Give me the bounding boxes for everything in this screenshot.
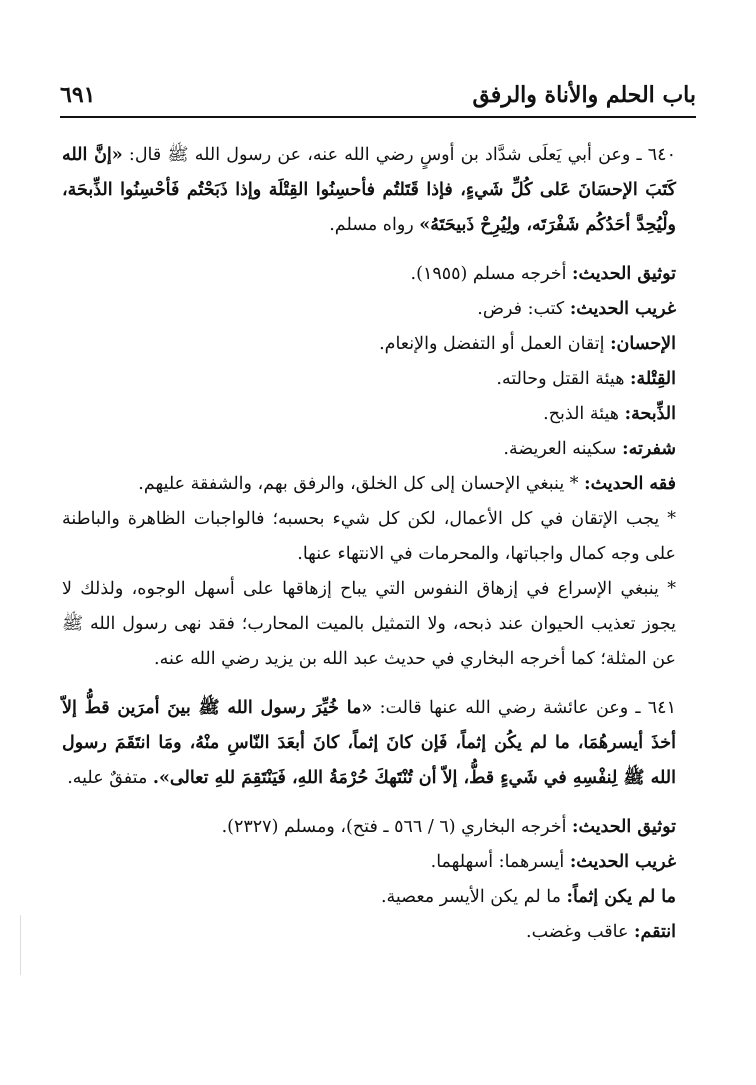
gharib-640 — [62, 292, 694, 327]
definition-term: الذِّبحة: — [624, 404, 676, 424]
definition-text: عاقب وغضب. — [526, 922, 629, 942]
definition-term: ما لم يكن إثماً: — [566, 887, 676, 907]
takhrij-text: أخرجه مسلم (١٩٥٥). — [410, 264, 567, 284]
hadith-640 — [62, 138, 694, 243]
gharib-label: غريب الحديث: — [569, 852, 676, 872]
fiqh-label: فقه الحديث: — [584, 474, 676, 494]
header-rule — [60, 116, 696, 118]
fiqh-point-text: * ينبغي الإحسان إلى كل الخلق، والرفق بهم، والشفقة عليهم. — [138, 474, 579, 494]
chapter-title: باب الحلم والأناة والرفق — [472, 82, 696, 108]
takhrij-label: توثيق الحديث: — [572, 264, 676, 284]
gharib-text: أيسرهما: أسهلهما. — [430, 852, 565, 872]
fiqh-point-text: * ينبغي الإسراع في إزهاق النفوس التي يباح إزهاقها على أسهل الوجوه، ولذلك لا يجوز تعذيب الحيوان عند ذبحه، ولا التمثيل بالميت المحارب؛ فقد نهى رسول الله ﷺ عن المثلة؛ كما أخرجه البخاري في حديث عبد الله بن يزيد رضي الله عنه. — [62, 579, 676, 669]
fiqh-640-point — [62, 467, 694, 502]
definition-term: القِتْلة: — [630, 369, 676, 389]
page-header — [60, 74, 696, 108]
fiqh-640-point — [62, 572, 694, 677]
definition — [62, 397, 694, 432]
definition — [62, 362, 694, 397]
takhrij-641 — [62, 810, 694, 845]
definition-text: سكينه العريضة. — [503, 439, 617, 459]
definition-text: ما لم يكن الأيسر معصية. — [380, 887, 561, 907]
fiqh-point-text: * يجب الإتقان في كل الأعمال، لكن كل شيء بحسبه؛ فالواجبات الظاهرة والباطنة على وجه كمال واجباتها، والمحرمات في الانتهاء عنها. — [62, 509, 676, 564]
scan-margin-mark — [20, 915, 21, 975]
definition-term: شفرته: — [622, 439, 676, 459]
hadith-640-text: «إنَّ الله كَتَبَ الإحسَانَ عَلى كُلِّ شَيءٍ، فإذا قَتَلتُم فأحسِنُوا القِتْلَة وإذا ذَبَحْتُم فَأحْسِنُوا الذِّبحَة، ولْيُحِدَّ أحَدُكُم شَفْرَتَه، ولِيُرِحْ ذَبيحَتَهُ» — [62, 145, 676, 235]
definition — [62, 915, 694, 950]
page-body — [62, 138, 694, 950]
definition-term: انتقم: — [634, 922, 676, 942]
definition-text: هيئة القتل وحالته. — [496, 369, 625, 389]
hadith-641-text: «ما خُيِّرَ رسول الله ﷺ بينَ أمرَين قطُّ إلاّ أخذَ أيسرهُمَا، ما لم يكُن إثماً، فَإن كانَ إثماً، كانَ أبعَدَ النّاسِ منْهُ، ومَا انتَقَمَ رسول الله ﷺ لِنفْسِهِ في شَيءٍ قطُّ، إلاّ أن تُنْتَهكَ حُرْمَةُ اللهِ، فَيَنْتَقِمَ للهِ تعالى». — [62, 698, 676, 788]
definition — [62, 880, 694, 915]
hadith-641 — [62, 691, 694, 796]
gharib-641 — [62, 845, 694, 880]
definition — [62, 432, 694, 467]
takhrij-text: أخرجه البخاري (٦ / ٥٦٦ ـ فتح)، ومسلم (٢٣٢٧). — [221, 817, 567, 837]
definition-text: هيئة الذبح. — [543, 404, 620, 424]
gharib-label: غريب الحديث: — [569, 299, 676, 319]
page-number: ٦٩١ — [60, 82, 96, 108]
takhrij-640 — [62, 257, 694, 292]
definition-text: إتقان العمل أو التفضل والإنعام. — [379, 334, 605, 354]
hadith-640-source: رواه مسلم. — [329, 215, 414, 235]
definition — [62, 327, 694, 362]
fiqh-640-point — [62, 502, 694, 572]
hadith-641-source: متفقٌ عليه. — [67, 768, 148, 788]
hadith-640-intro: ٦٤٠ ـ وعن أبي يَعلَى شدَّاد بن أوسٍ رضي الله عنه، عن رسول الله ﷺ قال: — [128, 145, 676, 165]
takhrij-label: توثيق الحديث: — [572, 817, 676, 837]
definition-term: الإحسان: — [610, 334, 676, 354]
gharib-text: كتب: فرض. — [477, 299, 565, 319]
hadith-641-intro: ٦٤١ ـ وعن عائشة رضي الله عنها قالت: — [379, 698, 676, 718]
